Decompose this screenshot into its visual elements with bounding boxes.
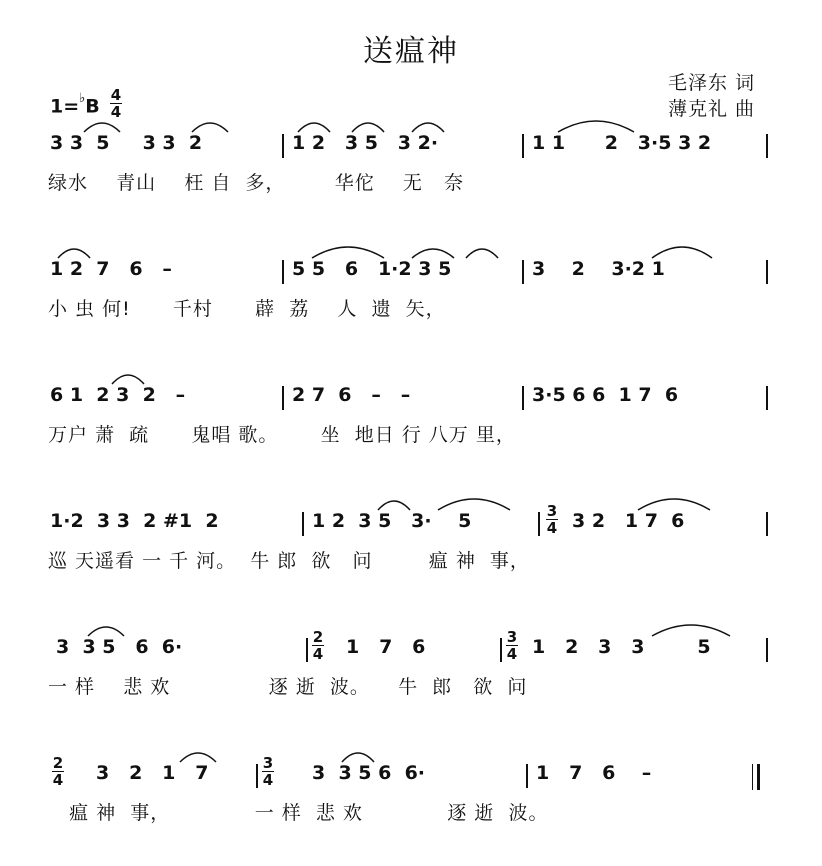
lyric-text: 瘟 神 事， 一 样 悲 欢 逐 逝 波。 xyxy=(48,802,549,824)
song-title: 送瘟神 xyxy=(363,34,459,69)
lyric-text: 绿水 青山 枉 自 多， 华佗 无 奈 xyxy=(48,172,464,194)
measure: 5 5 6 1·2 3 5 xyxy=(292,258,452,280)
meter-top: 3 xyxy=(262,754,274,772)
time-signature-2-4 xyxy=(312,630,324,661)
lyric-text: 一 样 悲 欢 逐 逝 波。 牛 郎 欲 问 xyxy=(48,676,528,698)
lyric-text: 巡 天遥看 一 千 河。 牛 郎 欲 问 瘟 神 事， xyxy=(48,550,530,572)
barline xyxy=(282,134,284,158)
barline xyxy=(500,638,502,662)
time-signature-2-4 xyxy=(52,756,64,787)
slur xyxy=(190,116,230,134)
measure: 3 3 5 6 6· xyxy=(312,762,426,784)
slur xyxy=(340,746,376,764)
barline xyxy=(282,386,284,410)
barline xyxy=(522,260,524,284)
slur xyxy=(82,116,122,134)
notation-row xyxy=(0,380,822,420)
measure: 1·2 3 3 2 #1 2 xyxy=(50,510,219,532)
notation-row xyxy=(0,128,822,168)
measure: 1 2 7 6 – xyxy=(50,258,172,280)
time-signature-3-4 xyxy=(546,504,558,535)
barline xyxy=(306,638,308,662)
barline xyxy=(522,386,524,410)
meter-bottom: 4 xyxy=(546,519,558,537)
time-signature-4-4 xyxy=(110,88,122,119)
slur xyxy=(310,240,386,260)
slur xyxy=(86,620,126,638)
measure: 3 2 1 7 xyxy=(96,762,209,784)
lyric-row xyxy=(0,168,822,198)
meter-bottom: 4 xyxy=(506,645,518,663)
measure: 3·5 6 6 1 7 6 xyxy=(532,384,679,406)
slur xyxy=(178,746,218,764)
notation-row xyxy=(0,254,822,294)
measure: 1 1 2 3·5 3 2 xyxy=(532,132,712,154)
measure: 1 2 3 5 3 2· xyxy=(292,132,439,154)
measure: 2 7 6 – – xyxy=(292,384,411,406)
barline xyxy=(766,638,768,662)
key-prefix: 1= xyxy=(50,95,80,118)
slur xyxy=(636,492,712,512)
final-barline xyxy=(752,764,760,790)
meter-top: 3 xyxy=(506,628,518,646)
lyricist-credit: 毛泽东 词 xyxy=(668,72,756,94)
time-signature-3-4 xyxy=(506,630,518,661)
meter-bottom: 4 xyxy=(52,771,64,789)
slur xyxy=(296,116,332,134)
notation-row xyxy=(0,754,822,798)
key-note: B xyxy=(85,95,100,118)
measure: 3 3 5 3 3 2 xyxy=(50,132,203,154)
meter-bottom: 4 xyxy=(262,771,274,789)
barline xyxy=(256,764,258,788)
barline xyxy=(766,260,768,284)
measure: 6 1 2 3 2 – xyxy=(50,384,186,406)
slur xyxy=(410,116,446,134)
measure: 3 3 5 6 6· xyxy=(56,636,183,658)
notation-row xyxy=(0,628,822,672)
slur xyxy=(650,618,732,638)
key-signature xyxy=(50,91,100,118)
slur xyxy=(376,494,412,512)
barline xyxy=(282,260,284,284)
meter-top: 2 xyxy=(52,754,64,772)
slur xyxy=(464,242,500,260)
barline xyxy=(538,512,540,536)
measure: 1 7 6 xyxy=(346,636,426,658)
slur xyxy=(56,242,92,260)
lyric-row xyxy=(0,672,822,702)
time-signature-3-4 xyxy=(262,756,274,787)
lyric-row xyxy=(0,798,822,828)
meter-top: 4 xyxy=(110,86,122,104)
meter-top: 2 xyxy=(312,628,324,646)
slur xyxy=(650,240,714,260)
barline xyxy=(766,386,768,410)
flat-sign: ♭ xyxy=(79,91,86,106)
slur xyxy=(436,492,512,512)
meter-bottom: 4 xyxy=(312,645,324,663)
barline xyxy=(522,134,524,158)
meter-top: 3 xyxy=(546,502,558,520)
notation-row xyxy=(0,502,822,546)
lyric-row xyxy=(0,294,822,324)
slur xyxy=(350,116,386,134)
barline xyxy=(302,512,304,536)
slur xyxy=(110,368,146,386)
barline xyxy=(766,512,768,536)
slur xyxy=(410,242,456,260)
measure: 1 2 3 3 5 xyxy=(532,636,711,658)
measure: 3 2 1 7 6 xyxy=(572,510,685,532)
lyric-text: 万户 萧 疏 鬼唱 歌。 坐 地日 行 八万 里， xyxy=(48,424,516,446)
measure: 3 2 3·2 1 xyxy=(532,258,665,280)
meter-bottom: 4 xyxy=(110,103,122,121)
barline xyxy=(526,764,528,788)
measure: 1 2 3 5 3· 5 xyxy=(312,510,472,532)
lyric-row xyxy=(0,420,822,450)
lyric-text: 小 虫 何! 千村 薜 荔 人 遗 矢， xyxy=(48,298,446,320)
slur xyxy=(556,114,636,134)
lyric-row xyxy=(0,546,822,576)
measure: 1 7 6 – xyxy=(536,762,652,784)
barline xyxy=(766,134,768,158)
composer-credit: 薄克礼 曲 xyxy=(668,98,756,120)
